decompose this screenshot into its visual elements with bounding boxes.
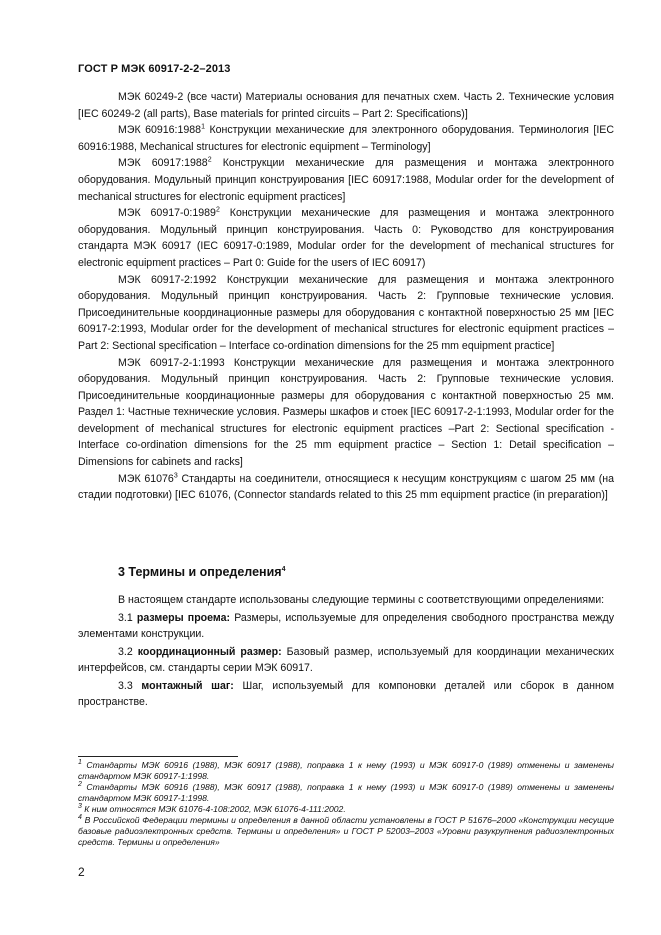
- reference-item: МЭК 60916:1988$^1$ Конструкции механические для электронного оборудования. Терминология [IEC 60916:1988, Mechanical structures for electronic equipment – Terminology]: [78, 123, 614, 153]
- footnote-divider: [78, 756, 238, 757]
- normative-references: [78, 89, 614, 504]
- footnote: $^1$ Стандарты МЭК 60916 (1988), МЭК 60917 (1988), поправка 1 к нему (1993) и МЭК 60917-0 (1989) отменены и заменены стандартом МЭК 60917-1:1998.: [78, 759, 614, 781]
- footnote-ref: 4: [281, 565, 286, 573]
- reference-item: МЭК 60917:1988$^2$ Конструкции механические для размещения и монтажа электронного оборудования. Модульный принцип конструирования [IEC 60917:1988, Modular order for the development of mechanical structures for electronic equipment practices]: [78, 156, 614, 203]
- page-header: ГОСТ Р МЭК 60917-2-2–2013: [78, 63, 231, 75]
- reference-item: МЭК 60917-2:1992 Конструкции механические для размещения и монтажа электронного оборудования. Модульный принцип конструирования. Часть 2: Групповые технические условия. Присоединительные координационные размеры для оборудования с контактной поверхностью 25 мм [IEC 60917-2:1993, Modular order for the development of mechanical structures for electronic equipment practices – Part 2: Sectional specification – Interface co-ordination dimensions for the 25 mm equipment practice]: [78, 273, 614, 352]
- footnote: $^4$ В Российской Федерации термины и определения в данной области установлены в ГОСТ Р 51676–2000 «Конструкции несущие базовые радиоэлектронных средств. Термины и определения» и ГОСТ Р 52003–2003 «Уровни разукрупнения радиоэлектронных средств. Термины и определения»: [78, 814, 614, 847]
- footnote-ref: 1: [201, 123, 205, 131]
- section-heading: 3 Термины и определения$^4$: [118, 565, 286, 579]
- footnote-ref: 2: [215, 206, 220, 214]
- page-number: 2: [78, 865, 85, 879]
- term-entry: 3.1 размеры проема: Размеры, используемые для определения свободного пространства между элементами конструкции.: [78, 612, 614, 640]
- term-entry: 3.2 координационный размер: Базовый размер, используемый для координации механических интерфейсов, см. стандарты серии МЭК 60917.: [78, 646, 614, 674]
- reference-item: МЭК 60249-2 (все части) Материалы основания для печатных схем. Часть 2. Технические условия [IEC 60249-2 (all parts), Base materials for printed circuits – Part 2: Specifications)]: [78, 91, 614, 120]
- term-name: размеры проема:: [136, 612, 231, 624]
- term-name: монтажный шаг:: [141, 680, 234, 692]
- footnote-ref: 3: [173, 472, 178, 480]
- reference-item: МЭК 61076$^3$ Стандарты на соединители, относящиеся к несущим конструкциям с шагом 25 мм (на стадии подготовки) [IEC 61076, (Connector standards related to this 25 mm equipment practice (in preparation)]: [78, 472, 615, 502]
- footnote: $^2$ Стандарты МЭК 60916 (1988), МЭК 60917 (1988), поправка 1 к нему (1993) и МЭК 60917-0 (1989) отменены и заменены стандартом МЭК 60917-1:1998.: [78, 781, 614, 803]
- term-name: координационный размер:: [137, 646, 282, 658]
- footnote: $^3$ К ним относятся МЭК 61076-4-108:2002, МЭК 61076-4-111:2002.: [78, 803, 346, 814]
- reference-item: МЭК 60917-2-1:1993 Конструкции механические для размещения и монтажа электронного оборудования. Модульный принцип конструирования. Часть 2: Групповые технические условия. Присоединительные координационные размеры для оборудования с контактной поверхностью 25 мм. Раздел 1: Частные технические условия. Размеры шкафов и стоек [IEC 60917-2-1:1993, Modular order for the development of mechanical structures for electronic equipment practices –Part 2: Sectional specification - Interface co-ordination dimensions for the 25 mm equipment practice – Section 1: Detail specification – Dimensions for cabinets and racks]: [78, 356, 614, 469]
- term-entry: 3.3 монтажный шаг: Шаг, используемый для компоновки деталей или сборок в данном пространстве.: [78, 680, 614, 708]
- footnotes: [78, 760, 614, 848]
- terms-list: [78, 592, 614, 712]
- reference-item: МЭК 60917-0:1989$^2$ Конструкции механические для размещения и монтажа электронного оборудования. Модульный принцип конструирования. Часть 0: Руководство для конструирования стандарта МЭК 60917 (IEC 60917-0:1989, Modular order for the development of mechanical structures for electronic equipment practices – Part 0: Guide for the users of IEC 60917): [78, 206, 614, 269]
- terms-intro: В настоящем стандарте использованы следующие термины с соответствующими определениями:: [118, 594, 605, 606]
- footnote-ref: 2: [207, 156, 212, 164]
